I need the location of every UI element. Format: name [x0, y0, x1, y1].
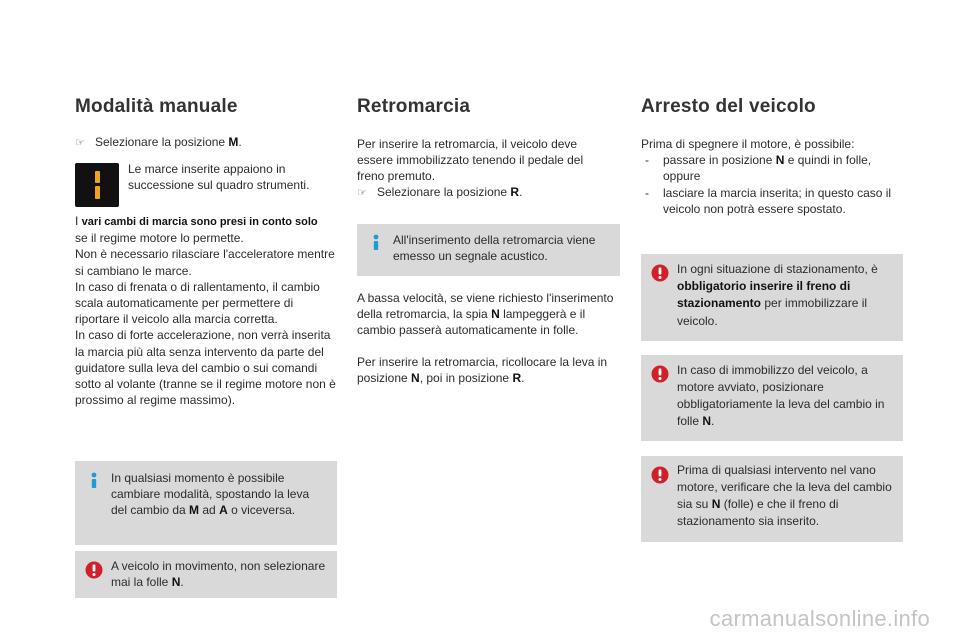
- manual-info-box: [75, 461, 337, 545]
- manual-description: I vari cambi di marcia sono presi in conto solo se il regime motore lo permette. Non è necessario rilasciare l'acceleratore mentre si cambiano le marce. In caso di frenata o di rallentamento, il cambio scala automaticamente per permettere di riportare il veicolo alla marcia corretta. In caso di forte accelerazione, non verrà inserita la marcia più alta senza intervento da parte del guidatore sulla leva del cambio o sui comandi sotto al volante (tranne se il regime motore non è prossimo al regime massimo).: [75, 214, 336, 408]
- stop-warning-text-2: In caso di immobilizzo del veicolo, a motore avviato, posizionare obbligatoriamente la leva del cambio in folle N.: [677, 363, 885, 428]
- info-icon: [85, 471, 103, 489]
- warning-icon: [85, 561, 103, 579]
- manual-warning-box: [75, 551, 337, 598]
- info-icon: [367, 233, 385, 251]
- reverse-select-instruction: ☞ Selezionare la posizione R.: [357, 184, 619, 201]
- watermark: carmanualsonline.info: [709, 606, 930, 631]
- manual-line: Non è necessario rilasciare l'acceleratore mentre si cambiano le marce.: [75, 247, 335, 278]
- gear-digit-segment-top: [95, 171, 100, 183]
- manual-select-instruction: ☞ Selezionare la posizione M.: [75, 134, 337, 151]
- arrow-bullet-icon: ☞: [357, 187, 367, 199]
- stop-warning-box-1: [641, 254, 903, 341]
- reverse-title: Retromarcia: [357, 96, 471, 117]
- stop-warning-box-3: [641, 456, 903, 542]
- stop-warning-box-2: [641, 355, 903, 441]
- list-item: - passare in posizione N e quindi in folle, oppure: [645, 153, 872, 184]
- manual-warning-text: A veicolo in movimento, non selezionare mai la folle N.: [111, 559, 326, 590]
- stop-intro: Prima di spegnere il motore, è possibile:: [641, 137, 855, 151]
- manual-line: In caso di forte accelerazione, non verrà inserita la marcia più alta senza intervento da parte del guidatore sulla leva del cambio o sui comandi sotto al volante (tranne se il regime motore non è prossimo al regime massimo).: [75, 328, 336, 408]
- warning-icon: [651, 365, 669, 383]
- reverse-info-box: [357, 224, 620, 276]
- manual-line: se il regime motore lo permette.: [75, 231, 244, 246]
- reverse-reinsert: Per inserire la retromarcia, ricollocare la leva in posizione N, poi in posizione R.: [357, 355, 608, 386]
- manual-line: In caso di frenata o di rallentamento, il cambio scala automaticamente per permettere di riportare il veicolo alla marcia corretta.: [75, 279, 320, 327]
- stop-warning-text-3: Prima di qualsiasi intervento nel vano motore, verificare che la leva del cambio sia su N (folle) e che il freno di stazionamento sia inserito.: [677, 463, 892, 528]
- stop-title: Arresto del veicolo: [641, 96, 816, 117]
- stop-instructions: [641, 136, 903, 217]
- stop-warning-text-1: In ogni situazione di stazionamento, è obbligatorio inserire il freno di stazionamento per immobilizzare il veicolo.: [677, 262, 878, 328]
- manual-info-text: In qualsiasi momento è possibile cambiare modalità, spostando la leva del cambio da M ad A o viceversa.: [111, 471, 310, 518]
- reverse-intro: Per inserire la retromarcia, il veicolo deve essere immobilizzato tenendo il pedale del freno premuto.: [357, 137, 584, 184]
- manual-mode-title: Modalità manuale: [75, 96, 238, 117]
- gear-display-note: Le marce inserite appaiono in successione sul quadro strumenti.: [128, 162, 310, 193]
- warning-icon: [651, 264, 669, 282]
- warning-icon: [651, 466, 669, 484]
- reverse-low-speed: A bassa velocità, se viene richiesto l'inserimento della retromarcia, la spia N lampeggerà e il cambio passerà automaticamente in folle.: [357, 291, 614, 338]
- list-item: - lasciare la marcia inserita; in questo caso il veicolo non potrà essere spostato.: [645, 185, 892, 216]
- reverse-info-text: All'inserimento della retromarcia viene emesso un segnale acustico.: [393, 233, 596, 264]
- gear-digit-segment-bottom: [95, 186, 100, 199]
- arrow-bullet-icon: ☞: [75, 137, 85, 149]
- gear-display-image: [75, 163, 119, 207]
